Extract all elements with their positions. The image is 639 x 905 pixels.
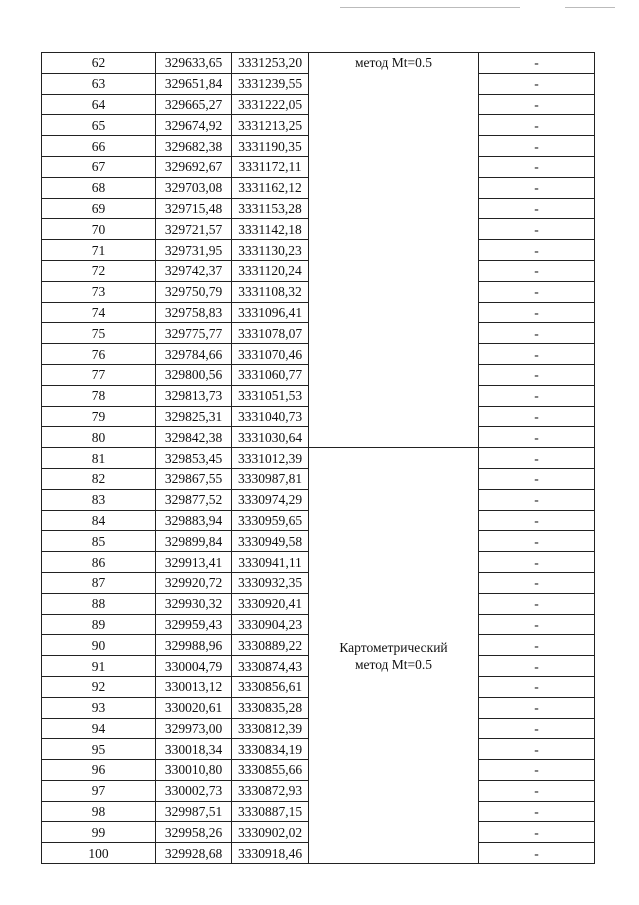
x-coordinate-cell: 329877,52: [156, 489, 232, 510]
x-coordinate-cell: 329883,94: [156, 510, 232, 531]
point-number-cell: 77: [42, 364, 156, 385]
scan-top-line-right: [565, 7, 615, 8]
accuracy-dash-cell: -: [479, 635, 595, 656]
point-number-cell: 97: [42, 780, 156, 801]
x-coordinate-cell: 329703,08: [156, 177, 232, 198]
point-number-cell: 63: [42, 73, 156, 94]
y-coordinate-cell: 3330904,23: [232, 614, 309, 635]
y-coordinate-cell: 3331096,41: [232, 302, 309, 323]
point-number-cell: 73: [42, 281, 156, 302]
scan-top-line: [340, 7, 520, 8]
x-coordinate-cell: 330013,12: [156, 676, 232, 697]
y-coordinate-cell: 3331030,64: [232, 427, 309, 448]
point-number-cell: 66: [42, 136, 156, 157]
accuracy-dash-cell: -: [479, 406, 595, 427]
point-number-cell: 89: [42, 614, 156, 635]
method-label: метод Mt=0.5: [354, 55, 433, 70]
x-coordinate-cell: 329899,84: [156, 531, 232, 552]
x-coordinate-cell: 329958,26: [156, 822, 232, 843]
accuracy-dash-cell: -: [479, 177, 595, 198]
accuracy-dash-cell: -: [479, 697, 595, 718]
y-coordinate-cell: 3331253,20: [232, 53, 309, 74]
accuracy-dash-cell: -: [479, 614, 595, 635]
accuracy-dash-cell: -: [479, 489, 595, 510]
accuracy-dash-cell: -: [479, 448, 595, 469]
y-coordinate-cell: 3331120,24: [232, 260, 309, 281]
point-number-cell: 82: [42, 468, 156, 489]
x-coordinate-cell: 329867,55: [156, 468, 232, 489]
point-number-cell: 78: [42, 385, 156, 406]
x-coordinate-cell: 329692,67: [156, 156, 232, 177]
x-coordinate-cell: 329988,96: [156, 635, 232, 656]
point-number-cell: 72: [42, 260, 156, 281]
method-label: Картометрический метод Mt=0.5: [339, 639, 448, 672]
accuracy-dash-cell: -: [479, 676, 595, 697]
x-coordinate-cell: 329913,41: [156, 552, 232, 573]
accuracy-dash-cell: -: [479, 344, 595, 365]
coordinates-table-body: [42, 53, 595, 864]
x-coordinate-cell: 329651,84: [156, 73, 232, 94]
x-coordinate-cell: 329825,31: [156, 406, 232, 427]
point-number-cell: 69: [42, 198, 156, 219]
accuracy-dash-cell: -: [479, 53, 595, 74]
point-number-cell: 88: [42, 593, 156, 614]
y-coordinate-cell: 3330889,22: [232, 635, 309, 656]
y-coordinate-cell: 3331012,39: [232, 448, 309, 469]
point-number-cell: 85: [42, 531, 156, 552]
y-coordinate-cell: 3331190,35: [232, 136, 309, 157]
point-number-cell: 86: [42, 552, 156, 573]
accuracy-dash-cell: -: [479, 718, 595, 739]
point-number-cell: 74: [42, 302, 156, 323]
accuracy-dash-cell: -: [479, 94, 595, 115]
y-coordinate-cell: 3330856,61: [232, 676, 309, 697]
accuracy-dash-cell: -: [479, 822, 595, 843]
accuracy-dash-cell: -: [479, 572, 595, 593]
y-coordinate-cell: 3331108,32: [232, 281, 309, 302]
y-coordinate-cell: 3330835,28: [232, 697, 309, 718]
x-coordinate-cell: 329973,00: [156, 718, 232, 739]
accuracy-dash-cell: -: [479, 531, 595, 552]
y-coordinate-cell: 3330902,02: [232, 822, 309, 843]
accuracy-dash-cell: -: [479, 198, 595, 219]
accuracy-dash-cell: -: [479, 364, 595, 385]
accuracy-dash-cell: -: [479, 260, 595, 281]
accuracy-dash-cell: -: [479, 801, 595, 822]
y-coordinate-cell: 3331142,18: [232, 219, 309, 240]
point-number-cell: 65: [42, 115, 156, 136]
point-number-cell: 76: [42, 344, 156, 365]
x-coordinate-cell: 329674,92: [156, 115, 232, 136]
accuracy-dash-cell: -: [479, 780, 595, 801]
y-coordinate-cell: 3330974,29: [232, 489, 309, 510]
point-number-cell: 98: [42, 801, 156, 822]
accuracy-dash-cell: -: [479, 115, 595, 136]
y-coordinate-cell: 3331153,28: [232, 198, 309, 219]
y-coordinate-cell: 3330920,41: [232, 593, 309, 614]
point-number-cell: 71: [42, 240, 156, 261]
x-coordinate-cell: 329920,72: [156, 572, 232, 593]
accuracy-dash-cell: -: [479, 510, 595, 531]
x-coordinate-cell: 330018,34: [156, 739, 232, 760]
x-coordinate-cell: 329842,38: [156, 427, 232, 448]
y-coordinate-cell: 3330918,46: [232, 843, 309, 864]
point-number-cell: 67: [42, 156, 156, 177]
accuracy-dash-cell: -: [479, 136, 595, 157]
x-coordinate-cell: 329853,45: [156, 448, 232, 469]
accuracy-dash-cell: -: [479, 468, 595, 489]
y-coordinate-cell: 3330959,65: [232, 510, 309, 531]
table-row: [42, 448, 595, 469]
x-coordinate-cell: 329721,57: [156, 219, 232, 240]
x-coordinate-cell: 329800,56: [156, 364, 232, 385]
accuracy-dash-cell: -: [479, 323, 595, 344]
point-number-cell: 83: [42, 489, 156, 510]
accuracy-dash-cell: -: [479, 593, 595, 614]
y-coordinate-cell: 3330987,81: [232, 468, 309, 489]
accuracy-dash-cell: -: [479, 427, 595, 448]
y-coordinate-cell: 3331213,25: [232, 115, 309, 136]
accuracy-dash-cell: -: [479, 281, 595, 302]
x-coordinate-cell: 330010,80: [156, 760, 232, 781]
point-number-cell: 75: [42, 323, 156, 344]
y-coordinate-cell: 3331040,73: [232, 406, 309, 427]
x-coordinate-cell: 329775,77: [156, 323, 232, 344]
point-number-cell: 81: [42, 448, 156, 469]
y-coordinate-cell: 3331078,07: [232, 323, 309, 344]
x-coordinate-cell: 329987,51: [156, 801, 232, 822]
table-row: [42, 53, 595, 74]
accuracy-dash-cell: -: [479, 240, 595, 261]
y-coordinate-cell: 3330834,19: [232, 739, 309, 760]
y-coordinate-cell: 3331239,55: [232, 73, 309, 94]
accuracy-dash-cell: -: [479, 385, 595, 406]
y-coordinate-cell: 3330949,58: [232, 531, 309, 552]
x-coordinate-cell: 329928,68: [156, 843, 232, 864]
method-cell: [309, 448, 479, 864]
x-coordinate-cell: 329930,32: [156, 593, 232, 614]
point-number-cell: 99: [42, 822, 156, 843]
y-coordinate-cell: 3331070,46: [232, 344, 309, 365]
point-number-cell: 80: [42, 427, 156, 448]
point-number-cell: 62: [42, 53, 156, 74]
y-coordinate-cell: 3330887,15: [232, 801, 309, 822]
point-number-cell: 91: [42, 656, 156, 677]
x-coordinate-cell: 329758,83: [156, 302, 232, 323]
x-coordinate-cell: 329731,95: [156, 240, 232, 261]
point-number-cell: 92: [42, 676, 156, 697]
y-coordinate-cell: 3330855,66: [232, 760, 309, 781]
x-coordinate-cell: 330002,73: [156, 780, 232, 801]
y-coordinate-cell: 3330812,39: [232, 718, 309, 739]
accuracy-dash-cell: -: [479, 302, 595, 323]
y-coordinate-cell: 3330872,93: [232, 780, 309, 801]
x-coordinate-cell: 330004,79: [156, 656, 232, 677]
x-coordinate-cell: 329750,79: [156, 281, 232, 302]
y-coordinate-cell: 3331222,05: [232, 94, 309, 115]
x-coordinate-cell: 329959,43: [156, 614, 232, 635]
x-coordinate-cell: 329665,27: [156, 94, 232, 115]
y-coordinate-cell: 3331130,23: [232, 240, 309, 261]
y-coordinate-cell: 3330874,43: [232, 656, 309, 677]
y-coordinate-cell: 3330932,35: [232, 572, 309, 593]
y-coordinate-cell: 3330941,11: [232, 552, 309, 573]
accuracy-dash-cell: -: [479, 656, 595, 677]
accuracy-dash-cell: -: [479, 739, 595, 760]
coordinates-table: [41, 52, 595, 864]
accuracy-dash-cell: -: [479, 552, 595, 573]
y-coordinate-cell: 3331162,12: [232, 177, 309, 198]
accuracy-dash-cell: -: [479, 73, 595, 94]
point-number-cell: 95: [42, 739, 156, 760]
point-number-cell: 94: [42, 718, 156, 739]
accuracy-dash-cell: -: [479, 156, 595, 177]
point-number-cell: 70: [42, 219, 156, 240]
x-coordinate-cell: 329742,37: [156, 260, 232, 281]
point-number-cell: 100: [42, 843, 156, 864]
x-coordinate-cell: 329633,65: [156, 53, 232, 74]
accuracy-dash-cell: -: [479, 843, 595, 864]
point-number-cell: 79: [42, 406, 156, 427]
accuracy-dash-cell: -: [479, 219, 595, 240]
y-coordinate-cell: 3331060,77: [232, 364, 309, 385]
x-coordinate-cell: 329784,66: [156, 344, 232, 365]
point-number-cell: 93: [42, 697, 156, 718]
point-number-cell: 87: [42, 572, 156, 593]
method-cell: [309, 53, 479, 448]
x-coordinate-cell: 329813,73: [156, 385, 232, 406]
point-number-cell: 84: [42, 510, 156, 531]
accuracy-dash-cell: -: [479, 760, 595, 781]
y-coordinate-cell: 3331172,11: [232, 156, 309, 177]
x-coordinate-cell: 329715,48: [156, 198, 232, 219]
point-number-cell: 96: [42, 760, 156, 781]
point-number-cell: 90: [42, 635, 156, 656]
x-coordinate-cell: 329682,38: [156, 136, 232, 157]
point-number-cell: 64: [42, 94, 156, 115]
y-coordinate-cell: 3331051,53: [232, 385, 309, 406]
x-coordinate-cell: 330020,61: [156, 697, 232, 718]
point-number-cell: 68: [42, 177, 156, 198]
